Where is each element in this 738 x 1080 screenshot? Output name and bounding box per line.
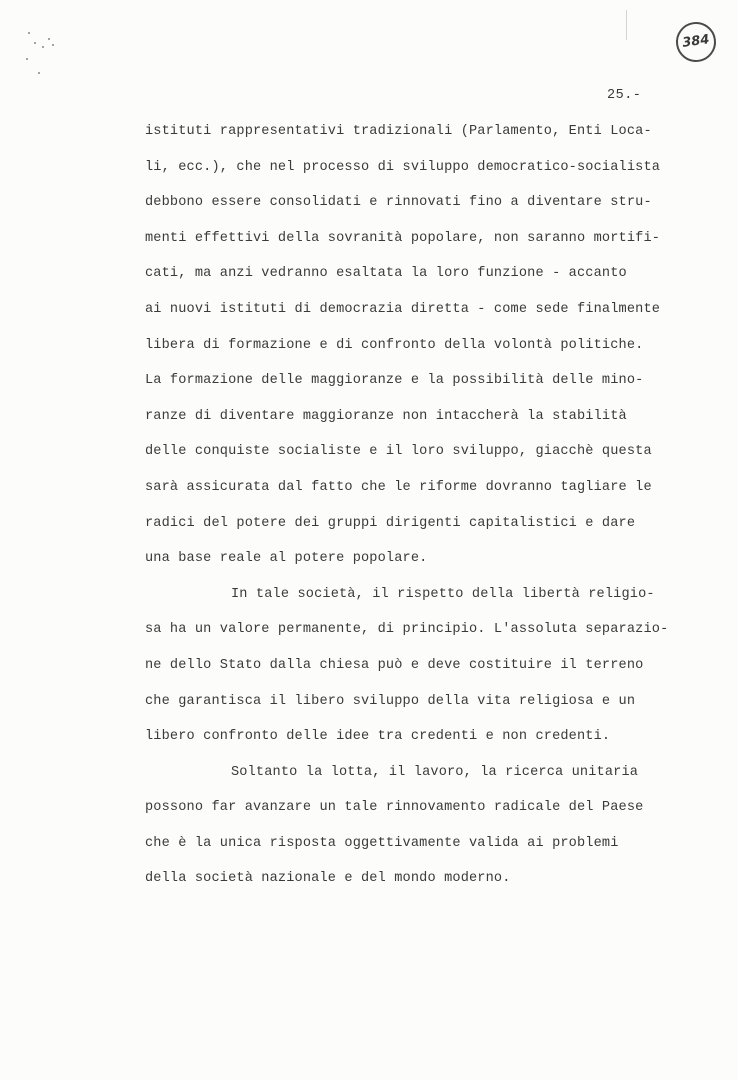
text-line: delle conquiste socialiste e il loro sviluppo, giacchè questa: [145, 444, 652, 460]
text-line: La formazione delle maggioranze e la possibilità delle mino-: [145, 373, 644, 389]
page-number: 25.-: [607, 88, 642, 103]
text-line: istituti rappresentativi tradizionali (Parlamento, Enti Loca-: [145, 124, 652, 139]
text-line: libera di formazione e di confronto della volontà politiche.: [145, 337, 644, 353]
body-text: [145, 121, 715, 904]
text-line: sarà assicurata dal fatto che le riforme dovranno tagliare le: [145, 479, 652, 495]
text-line: ranze di diventare maggioranze non intaccherà la stabilità: [145, 408, 627, 424]
text-line: ai nuovi istituti di democrazia diretta - come sede finalmente: [145, 301, 661, 317]
text-line: che garantisca il libero sviluppo della vita religiosa e un: [145, 693, 636, 709]
text-line: debbono essere consolidati e rinnovati fino a diventare stru-: [145, 195, 652, 211]
text-line: menti effettivi della sovranità popolare, non saranno mortifi-: [145, 230, 661, 246]
text-line: li, ecc.), che nel processo di sviluppo democratico-socialista: [145, 159, 661, 175]
text-line: libero confronto delle idee tra credenti e non credenti.: [145, 729, 611, 745]
text-line: una base reale al potere popolare.: [145, 551, 428, 567]
text-line: della società nazionale e del mondo moderno.: [145, 871, 511, 887]
text-line: che è la unica risposta oggettivamente valida ai problemi: [145, 835, 619, 851]
text-line: ne dello Stato dalla chiesa può e deve costituire il terreno: [145, 657, 644, 673]
paper-specks: [22, 28, 62, 78]
text-line: sa ha un valore permanente, di principio. L'assoluta separazio-: [145, 622, 669, 638]
paper-fold-mark: [626, 10, 627, 40]
text-line: Soltanto la lotta, il lavoro, la ricerca unitaria: [231, 764, 639, 780]
text-line: possono far avanzare un tale rinnovamento radicale del Paese: [145, 800, 644, 816]
archive-stamp: 384: [673, 19, 718, 64]
text-line: cati, ma anzi vedranno esaltata la loro funzione - accanto: [145, 266, 627, 282]
text-line: radici del potere dei gruppi dirigenti capitalistici e dare: [145, 515, 636, 531]
text-line: In tale società, il rispetto della libertà religio-: [231, 586, 655, 602]
